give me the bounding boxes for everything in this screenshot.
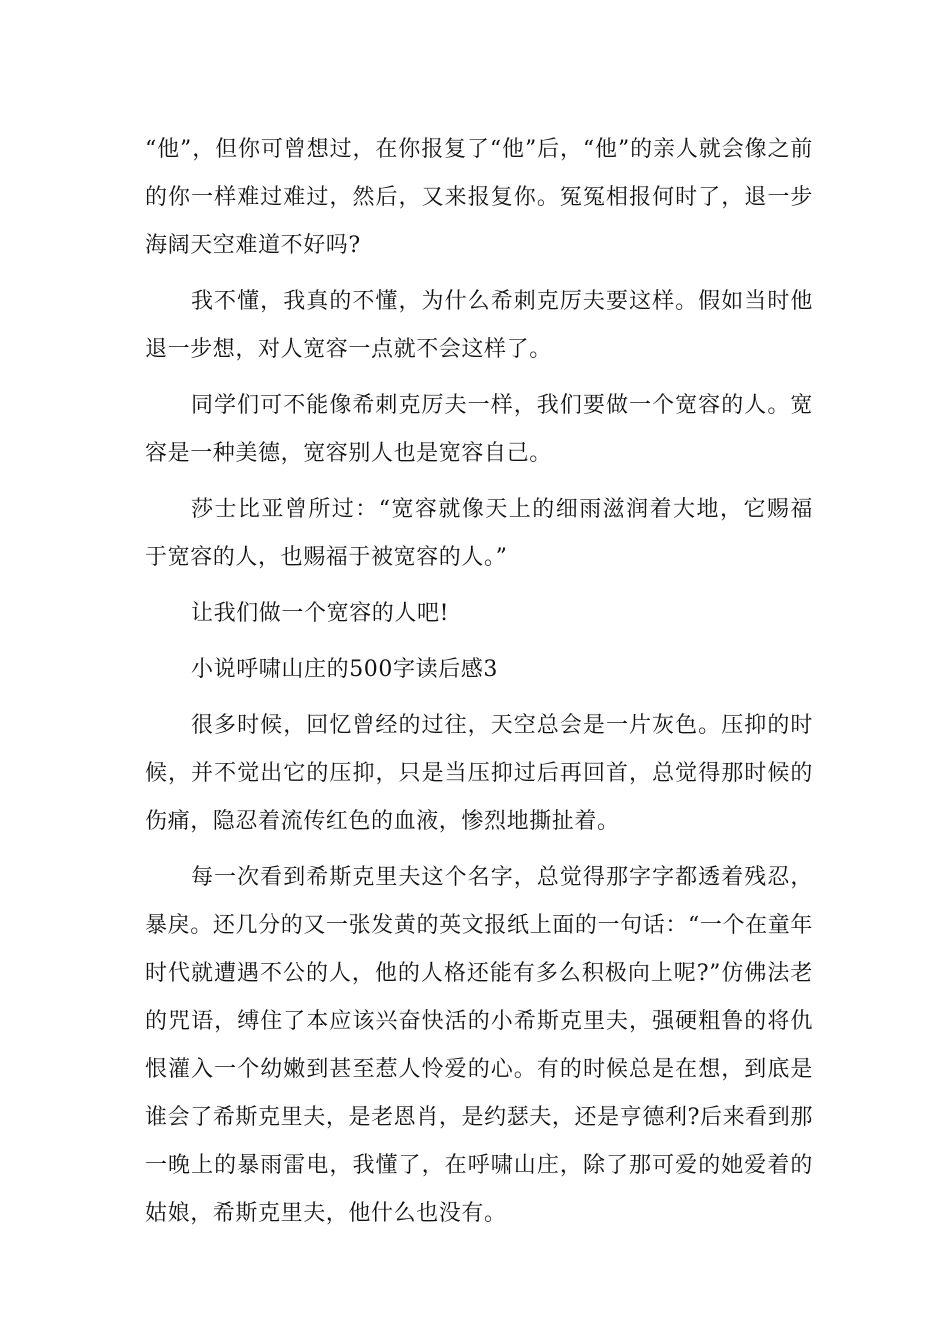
paragraph-continuation: “他”，但你可曾想过，在你报复了“他”后，“他”的亲人就会像之前的你一样难过难过，然后，又来报复你。冤冤相报何时了，退一步海阔天空难道不好吗?	[145, 137, 813, 258]
paragraph-call-to-action: 让我们做一个宽容的人吧!	[191, 601, 450, 626]
paragraph-shakespeare-quote: 莎士比亚曾所过：“宽容就像天上的细雨滋润着大地，它赐福于宽容的人，也赐福于被宽容的人。”	[145, 497, 813, 570]
section-heading: 小说呼啸山庄的500字读后感3	[191, 657, 498, 682]
paragraph-heathcliff: 每一次看到希斯克里夫这个名字，总觉得那字字都透着残忍，暴戾。还几分的又一张发黄的英文报纸上面的一句话：“一个在童年时代就遭遇不公的人，他的人格还能有多么积极向上呢?”仿佛法老的咒语，缚住了本应该兴奋快活的小希斯克里夫，强硬粗鲁的将仇恨灌入一个幼嫩到甚至惹人怜爱的心。有的时候总是在想，到底是谁会了希斯克里夫，是老恩肖，是约瑟夫，还是亨德利?后来看到那一晚上的暴雨雷电，我懂了，在呼啸山庄，除了那可爱的她爱着的姑娘，希斯克里夫，他什么也没有。	[145, 865, 813, 1226]
paragraph-memories: 很多时候，回忆曾经的过往，天空总会是一片灰色。压抑的时候，并不觉出它的压抑，只是当压抑过后再回首，总觉得那时候的伤痛，隐忍着流传红色的血液，惨烈地撕扯着。	[145, 713, 813, 834]
document-body	[145, 126, 813, 1246]
paragraph-tolerance-virtue: 同学们可不能像希刺克厉夫一样，我们要做一个宽容的人。宽容是一种美德，宽容别人也是宽容自己。	[145, 393, 813, 466]
paragraph-not-understand: 我不懂，我真的不懂，为什么希刺克厉夫要这样。假如当时他退一步想，对人宽容一点就不会这样了。	[145, 289, 813, 362]
